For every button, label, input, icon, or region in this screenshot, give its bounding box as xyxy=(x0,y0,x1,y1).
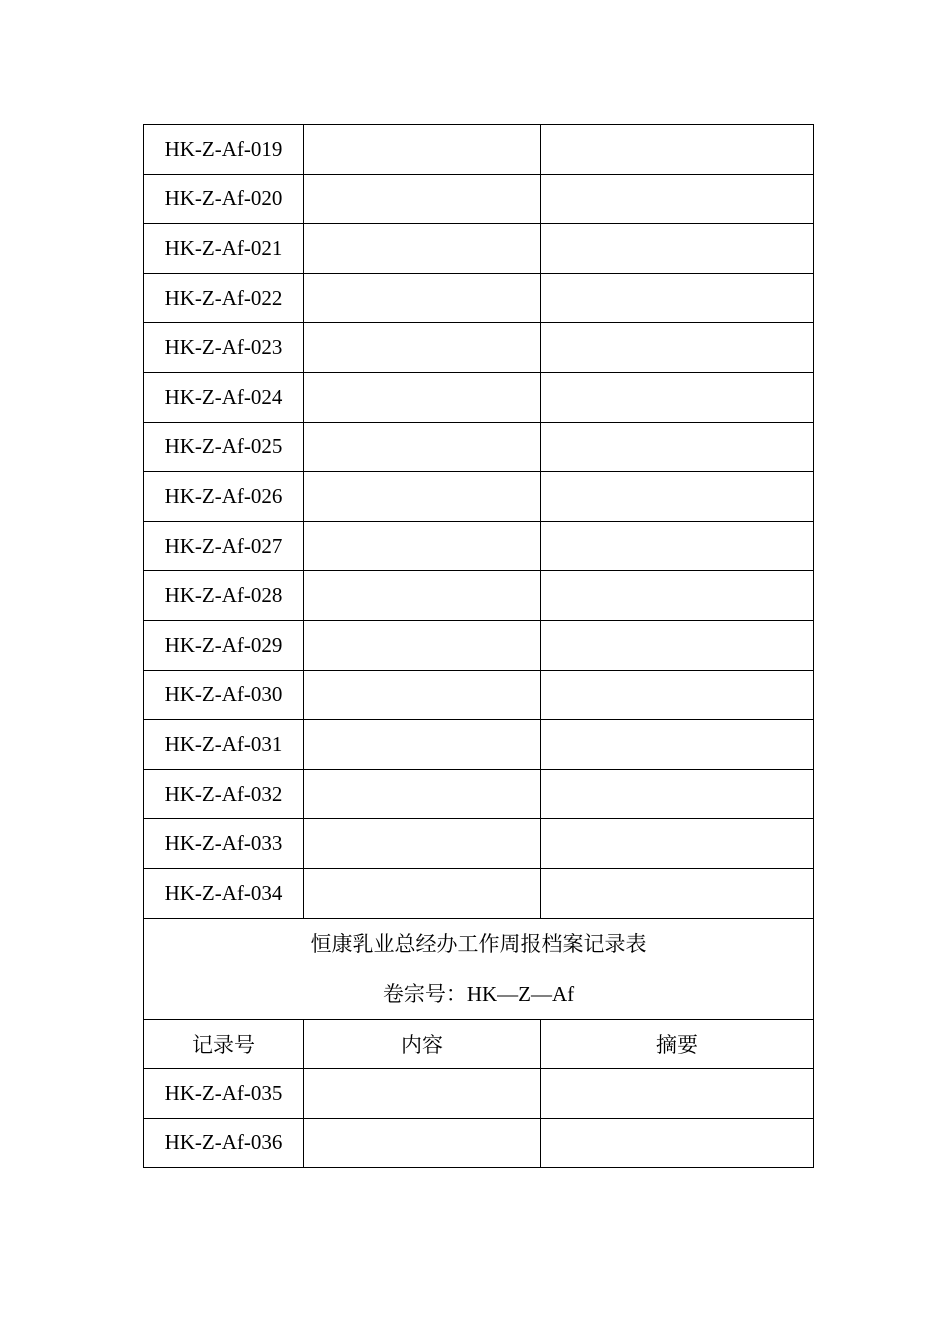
table-row xyxy=(144,1069,814,1119)
summary-cell xyxy=(541,720,814,770)
record-number: HK-Z-Af-021 xyxy=(144,224,304,274)
content-cell xyxy=(304,819,541,869)
content-cell xyxy=(304,571,541,621)
table-row xyxy=(144,125,814,175)
record-number: HK-Z-Af-023 xyxy=(144,323,304,373)
table-row xyxy=(144,571,814,621)
table-row xyxy=(144,819,814,869)
summary-cell xyxy=(541,670,814,720)
table-row xyxy=(144,1118,814,1168)
section-header xyxy=(144,918,814,1069)
content-cell xyxy=(304,273,541,323)
summary-cell xyxy=(541,620,814,670)
content-cell xyxy=(304,769,541,819)
record-number: HK-Z-Af-035 xyxy=(144,1069,304,1119)
summary-cell xyxy=(541,174,814,224)
content-cell xyxy=(304,174,541,224)
column-header-content: 内容 xyxy=(304,1019,541,1069)
content-cell xyxy=(304,670,541,720)
summary-cell xyxy=(541,1118,814,1168)
record-number: HK-Z-Af-026 xyxy=(144,472,304,522)
table-row xyxy=(144,620,814,670)
table-row xyxy=(144,868,814,918)
record-number: HK-Z-Af-034 xyxy=(144,868,304,918)
record-number: HK-Z-Af-036 xyxy=(144,1118,304,1168)
record-number: HK-Z-Af-025 xyxy=(144,422,304,472)
column-header-summary: 摘要 xyxy=(541,1019,814,1069)
content-cell xyxy=(304,125,541,175)
column-header-record-no: 记录号 xyxy=(144,1019,304,1069)
record-number: HK-Z-Af-029 xyxy=(144,620,304,670)
content-cell xyxy=(304,521,541,571)
content-cell xyxy=(304,1069,541,1119)
summary-cell xyxy=(541,422,814,472)
record-number: HK-Z-Af-019 xyxy=(144,125,304,175)
record-number: HK-Z-Af-030 xyxy=(144,670,304,720)
summary-cell xyxy=(541,521,814,571)
section-title-cell xyxy=(144,918,814,1019)
record-number: HK-Z-Af-022 xyxy=(144,273,304,323)
table-row xyxy=(144,720,814,770)
record-number: HK-Z-Af-031 xyxy=(144,720,304,770)
summary-cell xyxy=(541,273,814,323)
record-number: HK-Z-Af-024 xyxy=(144,372,304,422)
table-row xyxy=(144,273,814,323)
summary-cell xyxy=(541,472,814,522)
table-row xyxy=(144,670,814,720)
record-number: HK-Z-Af-032 xyxy=(144,769,304,819)
record-number: HK-Z-Af-027 xyxy=(144,521,304,571)
content-cell xyxy=(304,224,541,274)
content-cell xyxy=(304,372,541,422)
table-row xyxy=(144,472,814,522)
content-cell xyxy=(304,323,541,373)
table-title: 恒康乳业总经办工作周报档案记录表 xyxy=(310,931,647,956)
summary-cell xyxy=(541,372,814,422)
content-cell xyxy=(304,472,541,522)
summary-cell xyxy=(541,125,814,175)
summary-cell xyxy=(541,868,814,918)
column-header-row xyxy=(144,1019,814,1069)
content-cell xyxy=(304,422,541,472)
content-cell xyxy=(304,868,541,918)
table-row xyxy=(144,769,814,819)
record-number: HK-Z-Af-033 xyxy=(144,819,304,869)
summary-cell xyxy=(541,769,814,819)
record-rows-bottom xyxy=(144,1069,814,1168)
table-row xyxy=(144,323,814,373)
archive-record-table xyxy=(143,124,814,1168)
summary-cell xyxy=(541,323,814,373)
content-cell xyxy=(304,620,541,670)
record-number: HK-Z-Af-020 xyxy=(144,174,304,224)
table-row xyxy=(144,521,814,571)
content-cell xyxy=(304,1118,541,1168)
table-row xyxy=(144,422,814,472)
table-row xyxy=(144,224,814,274)
summary-cell xyxy=(541,571,814,621)
summary-cell xyxy=(541,819,814,869)
summary-cell xyxy=(541,224,814,274)
volume-number: 卷宗号：HK—Z—Af xyxy=(382,981,575,1006)
table-row xyxy=(144,174,814,224)
record-rows-top xyxy=(144,125,814,919)
content-cell xyxy=(304,720,541,770)
summary-cell xyxy=(541,1069,814,1119)
record-number: HK-Z-Af-028 xyxy=(144,571,304,621)
table-row xyxy=(144,372,814,422)
